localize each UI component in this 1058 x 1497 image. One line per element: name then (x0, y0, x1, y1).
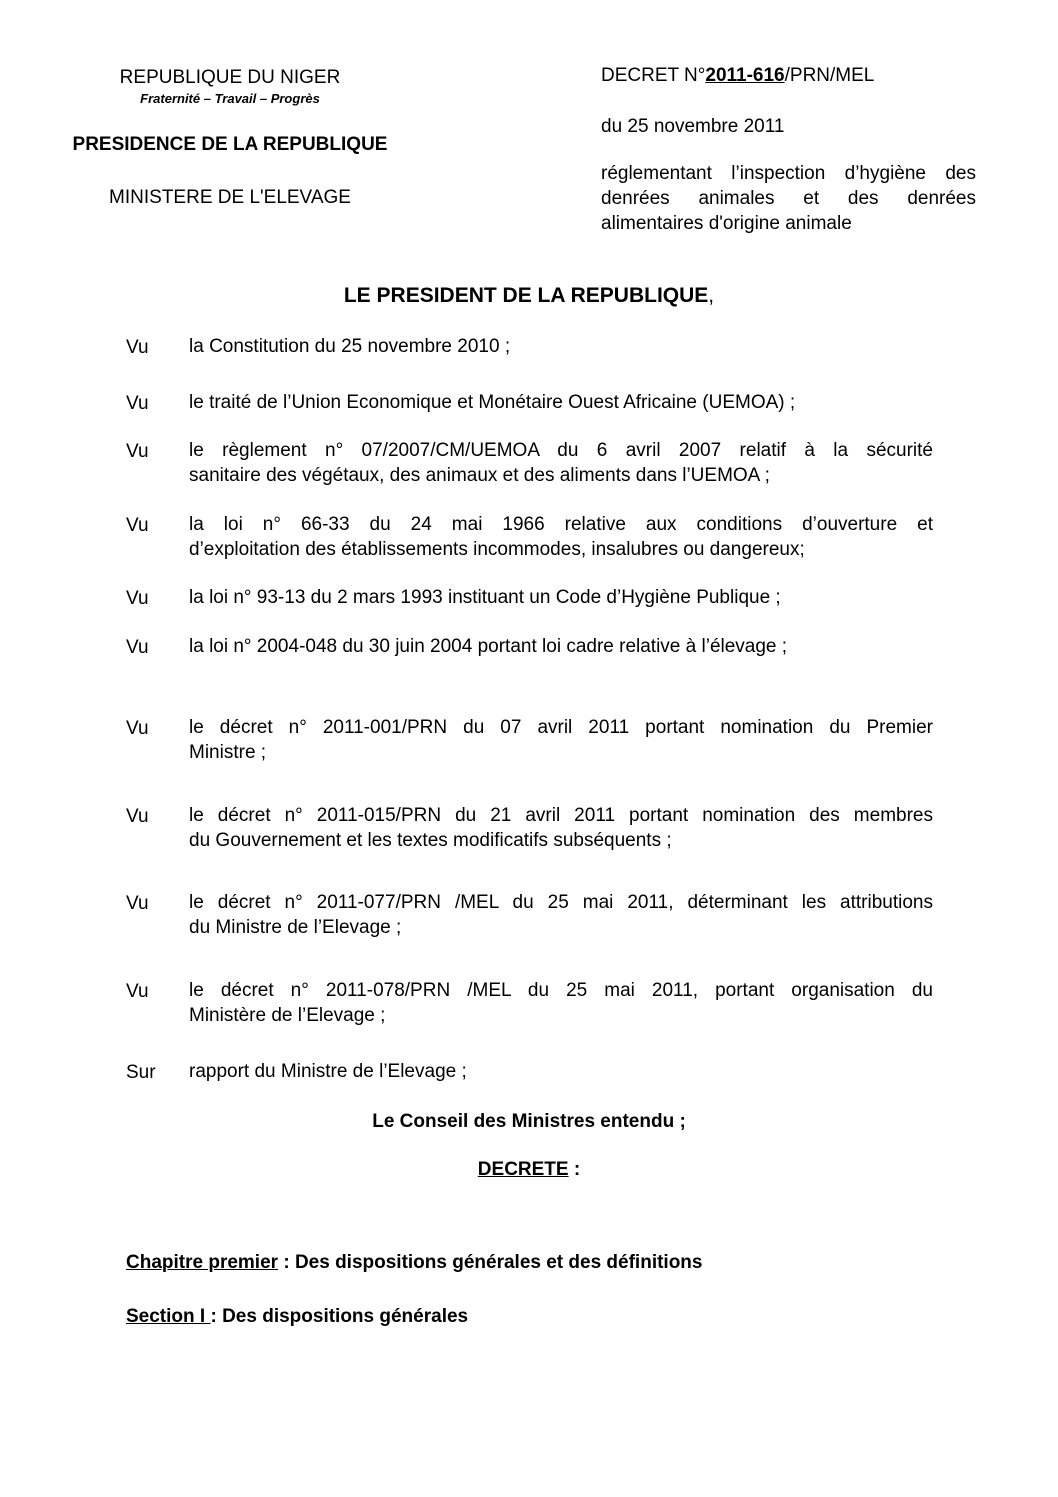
visa-line: le décret n° 2011-001/PRN du 07 avril 2011 portant nomination du Premier (189, 717, 933, 738)
decrete-colon: : (568, 1159, 581, 1180)
visa-line: sanitaire des végétaux, des animaux et des aliments dans l’UEMOA ; (189, 465, 770, 486)
visa-line: du Gouvernement et les textes modificatifs subséquents ; (189, 830, 672, 851)
decree-date: du 25 novembre 2011 (601, 116, 785, 137)
visa-line: le décret n° 2011-077/PRN /MEL du 25 mai 2011, déterminant les attributions (189, 892, 933, 913)
visa-line: le traité de l’Union Economique et Monétaire Ouest Africaine (UEMOA) ; (189, 392, 796, 413)
visa-label: Vu (126, 637, 149, 658)
decrete-heading (0, 1160, 1058, 1179)
visa-line: rapport du Ministre de l’Elevage ; (189, 1061, 467, 1082)
visa-text (189, 715, 933, 765)
section-heading (126, 1307, 468, 1326)
decree-subject-line-2: denrées animales et des denrées (601, 188, 976, 209)
chapter-title: Des dispositions générales et des définitions (294, 1252, 703, 1273)
visa-label: Vu (126, 806, 149, 827)
visa-line: la loi n° 66-33 du 24 mai 1966 relative aux conditions d’ouverture et (189, 514, 933, 535)
visa-text (189, 585, 933, 610)
visa-line: le règlement n° 07/2007/CM/UEMOA du 6 avril 2007 relatif à la sécurité (189, 440, 933, 461)
visa-label: Vu (126, 588, 149, 609)
visa-line: d’exploitation des établissements incommodes, insalubres ou dangereux; (189, 539, 805, 560)
header-ministry: MINISTERE DE L'ELEVAGE (109, 187, 351, 208)
decree-number: 2011-616 (705, 65, 785, 86)
visa-text (189, 512, 933, 562)
decree-subject-line-3: alimentaires d'origine animale (601, 213, 852, 234)
visa-text (189, 890, 933, 940)
visa-line: du Ministre de l’Elevage ; (189, 917, 402, 938)
visa-text (189, 978, 933, 1028)
decree-subject-line-1: réglementant l’inspection d’hygiène des (601, 163, 976, 184)
visa-label: Sur (126, 1062, 156, 1083)
visa-line: Ministre ; (189, 742, 267, 763)
decree-reference (601, 66, 874, 85)
header-motto: Fraternité – Travail – Progrès (140, 91, 320, 106)
document-title-text: LE PRESIDENT DE LA REPUBLIQUE (343, 284, 709, 307)
council-heard: Le Conseil des Ministres entendu ; (372, 1111, 686, 1132)
visa-line: Ministère de l’Elevage ; (189, 1005, 386, 1026)
visa-label: Vu (126, 337, 149, 358)
header-republic: REPUBLIQUE DU NIGER (119, 67, 341, 88)
visa-label: Vu (126, 515, 149, 536)
visa-text (189, 390, 933, 415)
visa-text (189, 634, 933, 659)
decree-prefix: DECRET N° (601, 65, 706, 86)
visa-label: Vu (126, 981, 149, 1002)
visa-text (189, 438, 933, 488)
section-label: Section I (126, 1306, 211, 1327)
decrete-word: DECRETE (477, 1159, 569, 1180)
document-title-comma: , (708, 284, 715, 307)
visa-line: le décret n° 2011-078/PRN /MEL du 25 mai 2011, portant organisation du (189, 980, 933, 1001)
visa-text (189, 803, 933, 853)
visa-line: la Constitution du 25 novembre 2010 ; (189, 336, 511, 357)
document-title (0, 285, 1058, 306)
visa-label: Vu (126, 441, 149, 462)
section-separator: : (210, 1306, 223, 1327)
visa-line: le décret n° 2011-015/PRN du 21 avril 2011 portant nomination des membres (189, 805, 933, 826)
chapter-heading (126, 1253, 702, 1272)
chapter-separator: : (278, 1252, 295, 1273)
decree-suffix: /PRN/MEL (784, 65, 875, 86)
visa-line: la loi n° 93-13 du 2 mars 1993 instituant un Code d’Hygiène Publique ; (189, 587, 781, 608)
visa-label: Vu (126, 718, 149, 739)
chapter-label: Chapitre premier (126, 1252, 279, 1273)
visa-label: Vu (126, 893, 149, 914)
section-title: Des dispositions générales (222, 1306, 469, 1327)
visa-text (189, 1059, 933, 1084)
visa-text (189, 334, 933, 359)
visa-line: la loi n° 2004-048 du 30 juin 2004 portant loi cadre relative à l’élevage ; (189, 636, 788, 657)
visa-label: Vu (126, 393, 149, 414)
header-presidency: PRESIDENCE DE LA REPUBLIQUE (72, 134, 388, 155)
